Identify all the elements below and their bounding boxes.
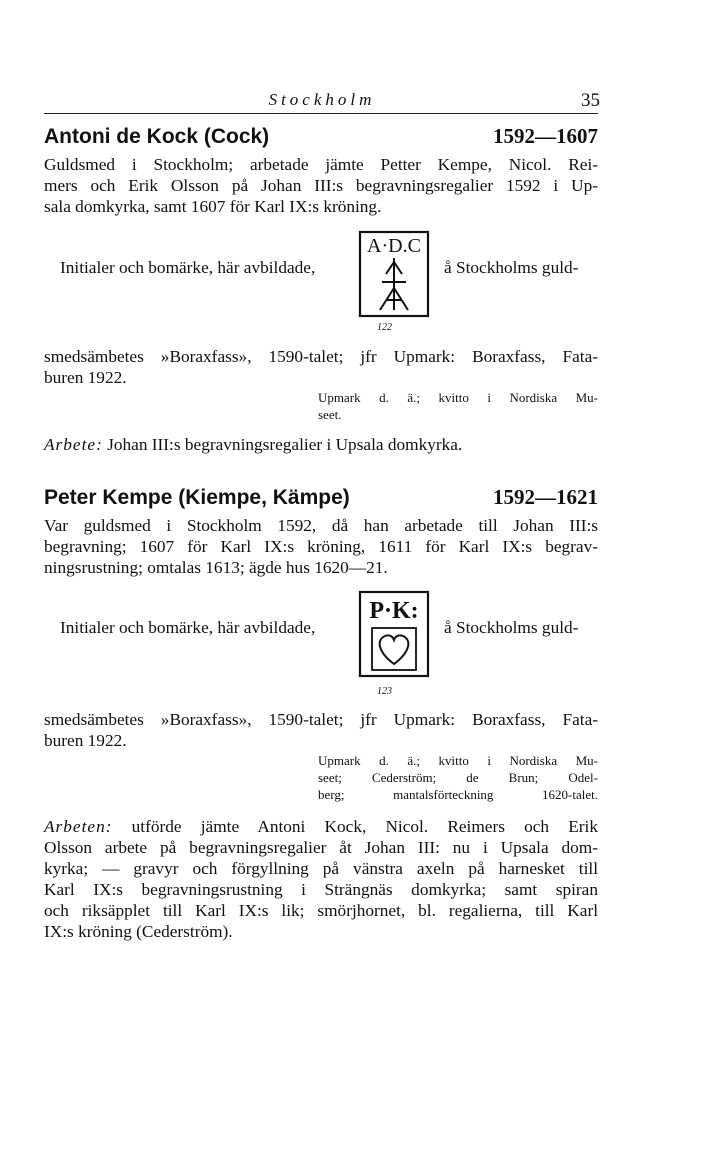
works-line: Karl IX:s begravningsrustning i Strängnäs domkyrka; samt spiran: [44, 880, 598, 899]
entry-sources-antoni: [318, 389, 598, 423]
works-line: IX:s kröning (Cederström).: [44, 922, 233, 941]
bio-line: ningsrustning; omtalas 1613; ägde hus 1620—21.: [44, 558, 388, 577]
works-label: Arbeten:: [44, 817, 113, 836]
entry-continuation-peter: [44, 709, 598, 751]
entry-heading-peter-kempe: [44, 485, 598, 510]
page-number: 35: [581, 90, 600, 111]
mark-initials: A·D.C: [367, 235, 421, 257]
goldsmith-mark-adc: [358, 230, 430, 318]
goldsmith-mark-row-antoni: [44, 230, 598, 322]
works-line: och riksäpplet till Karl IX:s lik; smörjhornet, bl. regalierna, till Karl: [44, 901, 598, 920]
entry-continuation-antoni: [44, 346, 598, 388]
entry-works-peter: [44, 816, 598, 942]
source-line: Upmark d. ä.; kvitto i Nordiska Mu-: [318, 390, 598, 405]
running-title: Stockholm: [268, 90, 376, 109]
works-label: Arbete:: [44, 435, 103, 454]
works-line: kyrka; — gravyr och förgyllning på vänstra axeln på harnesket till: [44, 859, 598, 878]
bio-line: mers och Erik Olsson på Johan III:s begravningsregalier 1592 i Up-: [44, 176, 598, 195]
continuation-line: smedsämbetes »Boraxfass», 1590-talet; jfr Upmark: Boraxfass, Fata-: [44, 710, 598, 729]
mark-initials: P·K:: [369, 598, 419, 624]
goldsmith-mark-row-peter: [44, 590, 598, 682]
works-text: Johan III:s begravningsregalier i Upsala domkyrka.: [107, 435, 463, 454]
bio-line: Guldsmed i Stockholm; arbetade jämte Petter Kempe, Nicol. Rei-: [44, 155, 598, 174]
entry-bio-peter-kempe: [44, 515, 598, 578]
mark-caption-right: å Stockholms guld-: [444, 618, 579, 637]
bio-line: sala domkyrka, samt 1607 för Karl IX:s kröning.: [44, 197, 382, 216]
continuation-line: smedsämbetes »Boraxfass», 1590-talet; jfr Upmark: Boraxfass, Fata-: [44, 347, 598, 366]
works-line: Olsson arbete på begravningsregalier åt Johan III: nu i Upsala dom-: [44, 838, 598, 857]
entry-sources-peter: [318, 752, 598, 803]
entry-heading-antoni-de-kock: [44, 124, 598, 149]
entry-works-antoni: [44, 434, 598, 455]
source-line: seet; Cederström; de Brun; Odel-: [318, 770, 598, 785]
entry-name: Antoni de Kock (Cock): [44, 125, 270, 148]
entry-bio-antoni-de-kock: [44, 154, 598, 217]
bio-line: Var guldsmed i Stockholm 1592, då han arbetade till Johan III:s: [44, 516, 598, 535]
goldsmith-mark-pk: [358, 590, 430, 678]
source-line: Upmark d. ä.; kvitto i Nordiska Mu-: [318, 753, 598, 768]
continuation-line: buren 1922.: [44, 368, 127, 387]
mark-caption-left: Initialer och bomärke, här avbildade,: [60, 618, 316, 637]
entry-years: 1592—1621: [493, 485, 598, 509]
bio-line: begravning; 1607 för Karl IX:s kröning, 1611 för Karl IX:s begrav-: [44, 537, 598, 556]
figure-number: 122: [377, 322, 392, 333]
figure-number: 123: [377, 686, 392, 697]
header-rule: [44, 113, 598, 114]
mark-caption-left: Initialer och bomärke, här avbildade,: [60, 258, 316, 277]
entry-name: Peter Kempe (Kiempe, Kämpe): [44, 486, 350, 509]
entry-years: 1592—1607: [493, 124, 598, 148]
mark-caption-right: å Stockholms guld-: [444, 258, 579, 277]
source-line: berg; mantalsförteckning 1620-talet.: [318, 787, 598, 802]
works-line: utförde jämte Antoni Kock, Nicol. Reimers och Erik: [131, 817, 598, 836]
continuation-line: buren 1922.: [44, 731, 127, 750]
source-line: seet.: [318, 407, 342, 422]
